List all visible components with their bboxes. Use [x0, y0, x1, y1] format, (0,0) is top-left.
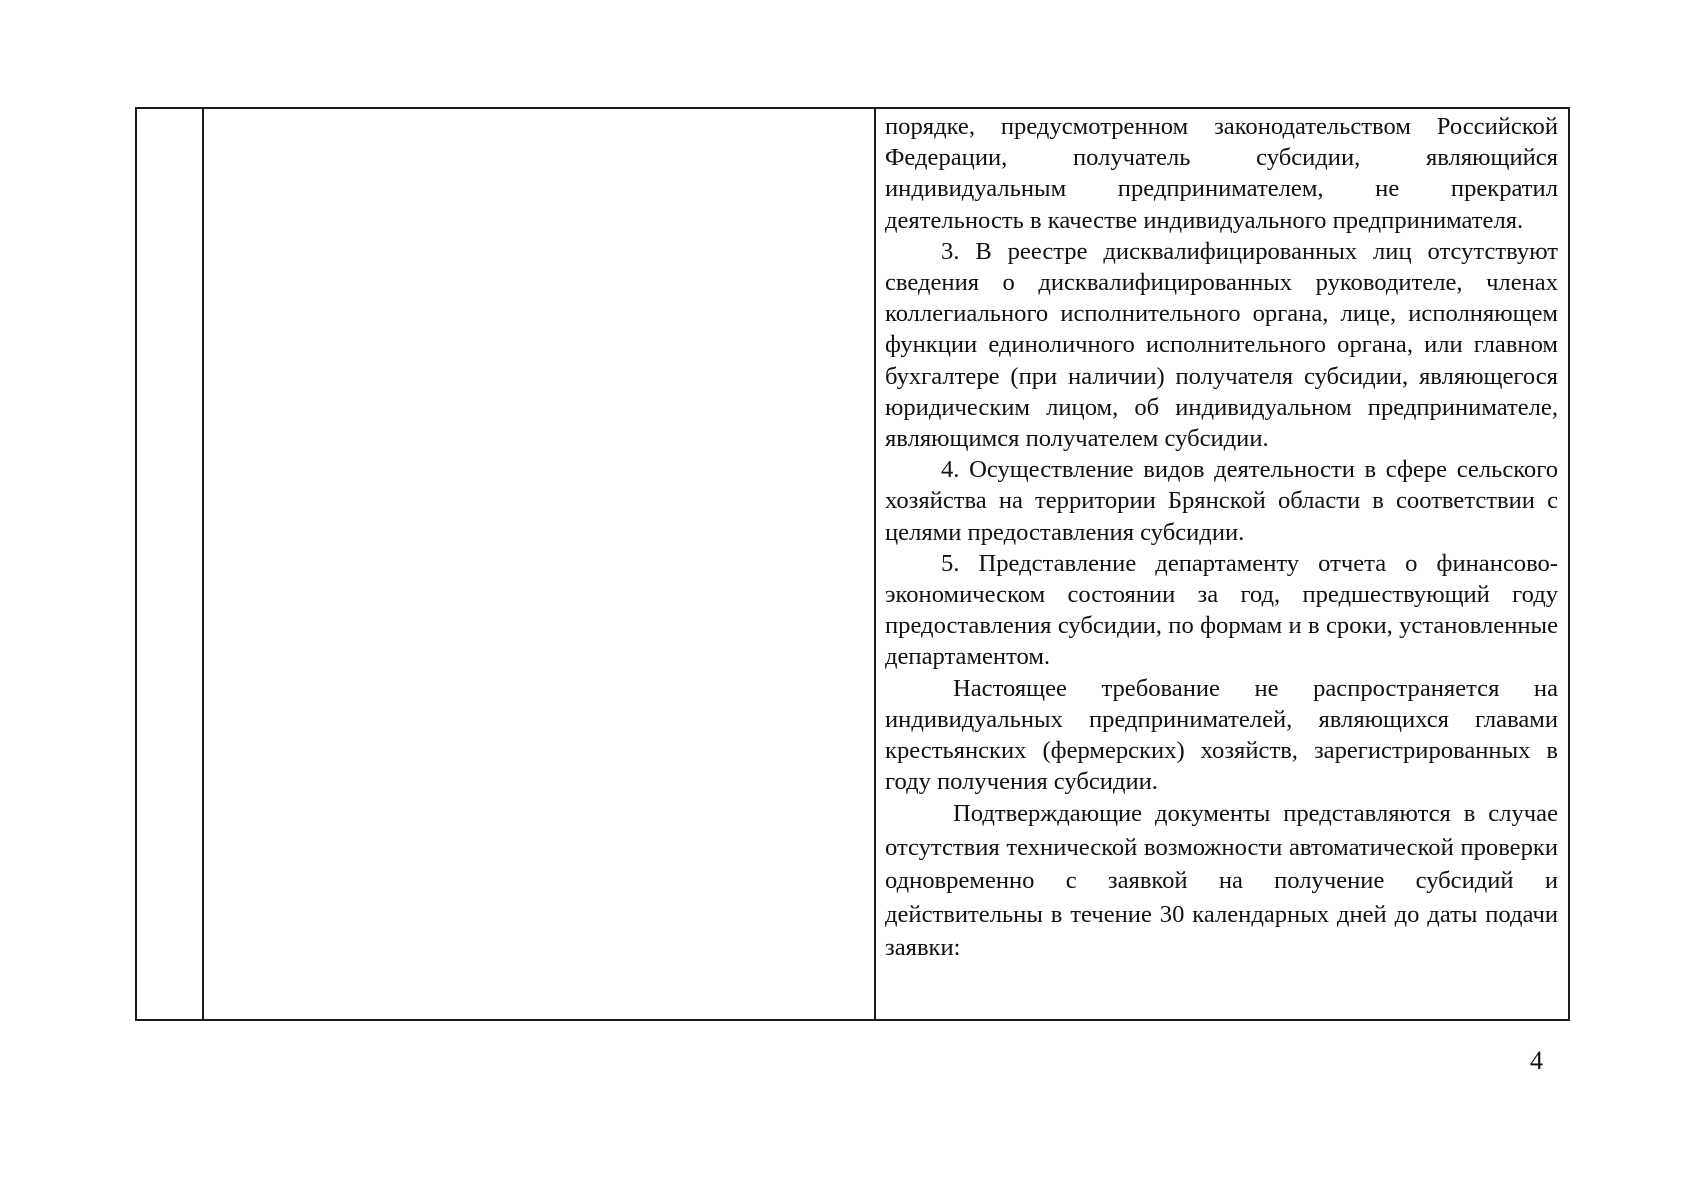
paragraph-item-4: 4. Осуществление видов деятельности в сфере сельского хозяйства на территории Брянской области в соответствии с целями предоставления субсидии.: [885, 456, 1558, 546]
paragraph-exception-note: Настоящее требование не распространяется на индивидуальных предпринимателей, являющихся главами крестьянских (фермерских) хозяйств, зарегистрированных в году получения субсидии.: [885, 674, 1558, 796]
paragraph-item-5: 5. Представление департаменту отчета о финансово-экономическом состоянии за год, предшествующий году предоставления субсидии, по формам и в сроки, установленные департаментом.: [885, 549, 1558, 671]
paragraph-supporting-documents: Подтверждающие документы представляются в случае отсутствия технической возможности автоматической проверки одновременно с заявкой на получение субсидий и действительны в течение 30 календарных дней до даты подачи заявки:: [885, 800, 1558, 962]
table-column-divider: [874, 109, 876, 1019]
table-column-divider: [202, 109, 204, 1019]
page-number: 4: [1530, 1046, 1543, 1075]
paragraph-item-3: 3. В реестре дисквалифицированных лиц отсутствуют сведения о дисквалифицированных руководителе, членах коллегиального исполнительного органа, лице, исполняющем функции единоличного исполнительного органа, или главном бухгалтере (при наличии) получателя субсидии, являющегося юридическим лицом, об индивидуальном предпринимателе, являющимся получателем субсидии.: [885, 237, 1558, 453]
requirements-text-cell: [885, 111, 1558, 965]
document-table: [135, 107, 1570, 1021]
paragraph-continuation: порядке, предусмотренном законодательством Российской Федерации, получатель субсидии, являющийся индивидуальным предпринимателем, не прекратил деятельность в качестве индивидуального предпринимателя.: [885, 113, 1558, 234]
